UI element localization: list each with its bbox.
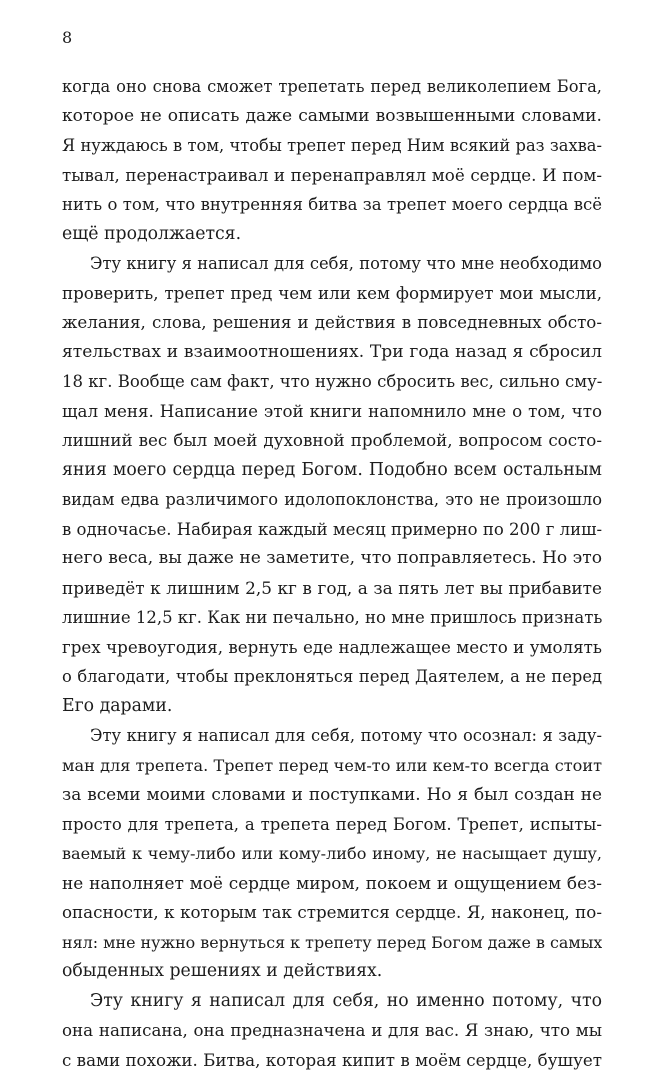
paragraph bbox=[62, 249, 602, 721]
text-line: ман для трепета. Трепет перед чем-то или кем-то всегда стоит bbox=[62, 751, 602, 781]
text-line: Эту книгу я написал для себя, потому что осознал: я заду- bbox=[62, 721, 602, 751]
text-line: щал меня. Написание этой книги напомнило мне о том, что bbox=[62, 397, 602, 427]
paragraph bbox=[62, 987, 602, 1075]
text-line: которое не описать даже самыми возвышенными словами. bbox=[62, 102, 602, 132]
text-line: видам едва различимого идолопоклонства, это не произошло bbox=[62, 485, 602, 515]
text-line: когда оно снова сможет трепетать перед великолепием Бога, bbox=[62, 72, 602, 102]
text-line: просто для трепета, а трепета перед Богом. Трепет, испыты- bbox=[62, 810, 602, 840]
text-line: проверить, трепет пред чем или кем формирует мои мысли, bbox=[62, 279, 602, 309]
text-line: нить о том, что внутренняя битва за трепет моего сердца всё bbox=[62, 190, 602, 220]
text-line: нял: мне нужно вернуться к трепету перед Богом даже в самых bbox=[62, 928, 602, 958]
text-line: обыденных решениях и действиях. bbox=[62, 957, 602, 987]
page-number: 8 bbox=[62, 28, 72, 48]
text-line: опасности, к которым так стремится сердце. Я, наконец, по- bbox=[62, 898, 602, 928]
text-line: ваемый к чему-либо или кому-либо иному, не насыщает душу, bbox=[62, 839, 602, 869]
text-line: грех чревоугодия, вернуть еде надлежащее место и умолять bbox=[62, 633, 602, 663]
paragraph bbox=[62, 72, 602, 249]
text-line: ятельствах и взаимоотношениях. Три года назад я сбросил bbox=[62, 338, 602, 368]
text-line: с вами похожи. Битва, которая кипит в моём сердце, бушует bbox=[62, 1046, 602, 1075]
text-line: приведёт к лишним 2,5 кг в год, а за пять лет вы прибавите bbox=[62, 574, 602, 604]
text-line: 18 кг. Вообще сам факт, что нужно сбросить вес, сильно сму- bbox=[62, 367, 602, 397]
text-line: Я нуждаюсь в том, чтобы трепет перед Ним всякий раз захва- bbox=[62, 131, 602, 161]
text-line: она написана, она предназначена и для вас. Я знаю, что мы bbox=[62, 1016, 602, 1046]
text-line: Эту книгу я написал для себя, но именно потому, что bbox=[62, 987, 602, 1017]
text-line: о благодати, чтобы преклоняться перед Даятелем, а не перед bbox=[62, 662, 602, 692]
text-line: в одночасье. Набирая каждый месяц примерно по 200 г лиш- bbox=[62, 515, 602, 545]
text-line: лишний вес был моей духовной проблемой, вопросом состо- bbox=[62, 426, 602, 456]
text-line: яния моего сердца перед Богом. Подобно всем остальным bbox=[62, 456, 602, 486]
paragraph bbox=[62, 721, 602, 987]
text-line: ещё продолжается. bbox=[62, 220, 602, 250]
text-line: за всеми моими словами и поступками. Но я был создан не bbox=[62, 780, 602, 810]
body-text bbox=[62, 72, 602, 1075]
text-line: не наполняет моё сердце миром, покоем и ощущением без- bbox=[62, 869, 602, 899]
text-line: Эту книгу я написал для себя, потому что мне необходимо bbox=[62, 249, 602, 279]
text-line: Его дарами. bbox=[62, 692, 602, 722]
text-line: лишние 12,5 кг. Как ни печально, но мне пришлось признать bbox=[62, 603, 602, 633]
text-line: желания, слова, решения и действия в повседневных обсто- bbox=[62, 308, 602, 338]
text-line: тывал, перенастраивал и перенаправлял моё сердце. И пом- bbox=[62, 161, 602, 191]
text-line: него веса, вы даже не заметите, что поправляетесь. Но это bbox=[62, 544, 602, 574]
